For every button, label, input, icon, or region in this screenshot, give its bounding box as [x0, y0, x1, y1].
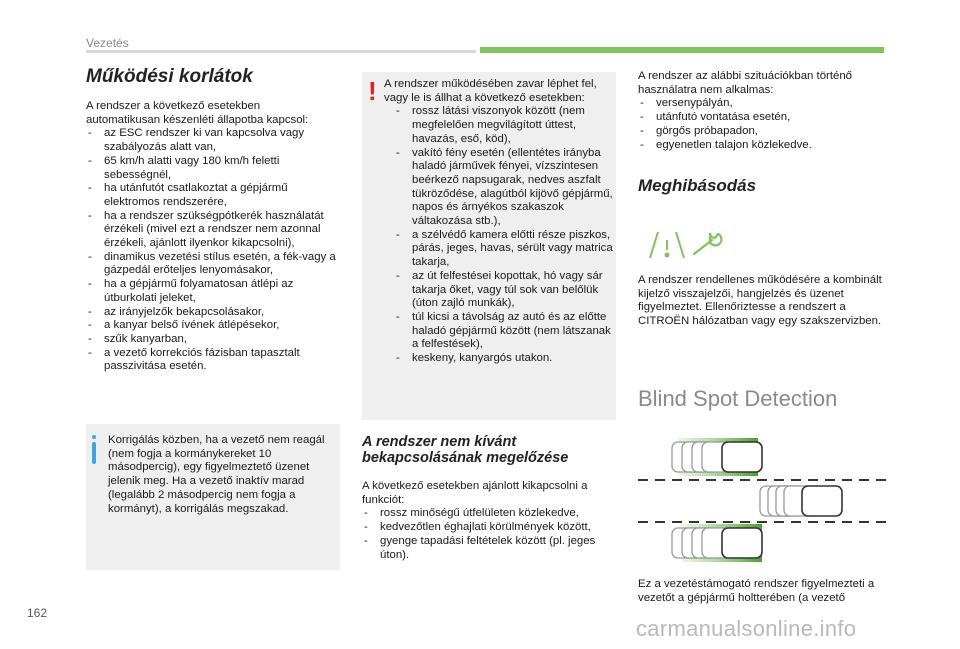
list-item: - a szélvédő kamera előtti része piszkos, párás, jeges, havas, sérült vagy matrica takarja,	[384, 229, 614, 270]
list-item: - vakító fény esetén (ellentétes irányba haladó járművek fényei, vízszintesen beérkező napsugarak, nedves aszfalt tükröződése, alagútból kijövő gépjármű, napos és árnyékos szakaszok váltakozása stb.),	[384, 147, 614, 229]
col2-intro: A következő esetekben ajánlott kikapcsolni a funkciót:	[362, 480, 588, 506]
list-item: - rossz látási viszonyok között (nem megfelelően megvilágított úttest, havazás, eső, köd),	[384, 105, 614, 146]
col1-body	[86, 100, 336, 374]
fault-text: A rendszer rendellenes működésére a kombinált kijelző visszajelzői, hangjelzés és üzenet figyelmeztet. Ellenőriztesse a rendszert a CITROËN hálózatban vagy egy szakszervizben.	[638, 274, 882, 328]
list-item: - 65 km/h alatti vagy 180 km/h feletti sebességnél,	[86, 155, 336, 182]
list-item: - ha a gépjármű folyamatosan átlépi az útburkolati jeleket,	[86, 278, 336, 305]
wrench-icon	[694, 233, 721, 254]
col3-intro: A rendszer az alábbi szituációkban történő használatra nem alkalmas:	[638, 70, 853, 96]
list-item: - ha a rendszer szükségpótkerék használatát érzékeli (mivel ezt a rendszer nem azonnal érzékeli, ajánlott ilyenkor kikapcsolni),	[86, 210, 336, 251]
col2-title: A rendszer nem kívánt bekapcsolásának megelőzése	[362, 434, 569, 466]
list-item: - az irányjelzők bekapcsolásakor,	[86, 306, 336, 320]
bsd-title: Blind Spot Detection	[638, 386, 838, 411]
fault-icons	[646, 230, 726, 260]
list-item: - a kanyar belső ívének átlépésekor,	[86, 319, 336, 333]
info-box-text: Korrigálás közben, ha a vezető nem reagál (nem fogja a kormánykereket 10 másodpercig), egy figyelmeztető üzenet jelenik meg. Ha a vezető inaktív marad (legalább 2 másodpercig nem fogja a kormányt), a korrigálás megszakad.	[108, 434, 325, 515]
info-icon	[92, 442, 96, 464]
col2-list	[362, 507, 612, 562]
list-item: - a vezető korrekciós fázisban tapasztalt passzivitása esetén.	[86, 347, 336, 374]
bsd-text: Ez a vezetéstámogató rendszer figyelmezteti a vezetőt a gépjármű holtterében (a vezető	[638, 578, 875, 604]
warning-intro: A rendszer működésében zavar léphet fel, vagy le is állhat a következő esetekben:	[384, 78, 597, 104]
warning-list	[384, 105, 614, 365]
col1-list	[86, 127, 336, 374]
warning-box-body	[384, 78, 614, 366]
col2-body	[362, 480, 612, 562]
header-section-label: Vezetés	[86, 36, 129, 50]
col1-title: Működési korlátok	[86, 66, 253, 87]
fault-title: Meghibásodás	[638, 176, 757, 195]
col3-body	[638, 70, 888, 152]
list-item: - versenypályán,	[638, 97, 888, 111]
lane-keeping-warning-icon	[650, 232, 684, 258]
list-item: - szűk kanyarban,	[86, 333, 336, 347]
col1-intro: A rendszer a következő esetekben automatikusan készenléti állapotba kapcsol:	[86, 100, 309, 126]
page-number: 162	[27, 606, 48, 620]
watermark: carmanualsonline.info	[636, 616, 857, 641]
header-rule-accent	[480, 47, 884, 53]
list-item: - kedvezőtlen éghajlati körülmények között,	[362, 521, 612, 535]
info-box	[86, 424, 340, 570]
warning-icon: !	[368, 76, 377, 106]
header-rule	[86, 50, 476, 53]
list-item: - az ESC rendszer ki van kapcsolva vagy szabályozás alatt van,	[86, 127, 336, 154]
list-item: - rossz minőségű útfelületen közlekedve,	[362, 507, 612, 521]
col3-list	[638, 97, 888, 152]
warning-box	[362, 72, 616, 420]
blind-spot-diagram	[636, 434, 886, 574]
list-item: - dinamikus vezetési stílus esetén, a fék-vagy a gázpedál erőteljes lenyomásakor,	[86, 251, 336, 278]
list-item: - az út felfestései kopottak, hó vagy sár takarja őket, vagy túl sok van belőlük (úton zajló munkák),	[384, 270, 614, 311]
list-item: - ha utánfutót csatlakoztat a gépjármű elektromos rendszerére,	[86, 182, 336, 209]
list-item: - gyenge tapadási feltételek között (pl. jeges úton).	[362, 535, 612, 562]
list-item: - keskeny, kanyargós utakon.	[384, 352, 614, 366]
list-item: - egyenetlen talajon közlekedve.	[638, 139, 888, 153]
list-item: - görgős próbapadon,	[638, 125, 888, 139]
list-item: - utánfutó vontatása esetén,	[638, 111, 888, 125]
list-item: - túl kicsi a távolság az autó és az előtte haladó gépjármű között (nem látszanak a felfestések),	[384, 311, 614, 352]
